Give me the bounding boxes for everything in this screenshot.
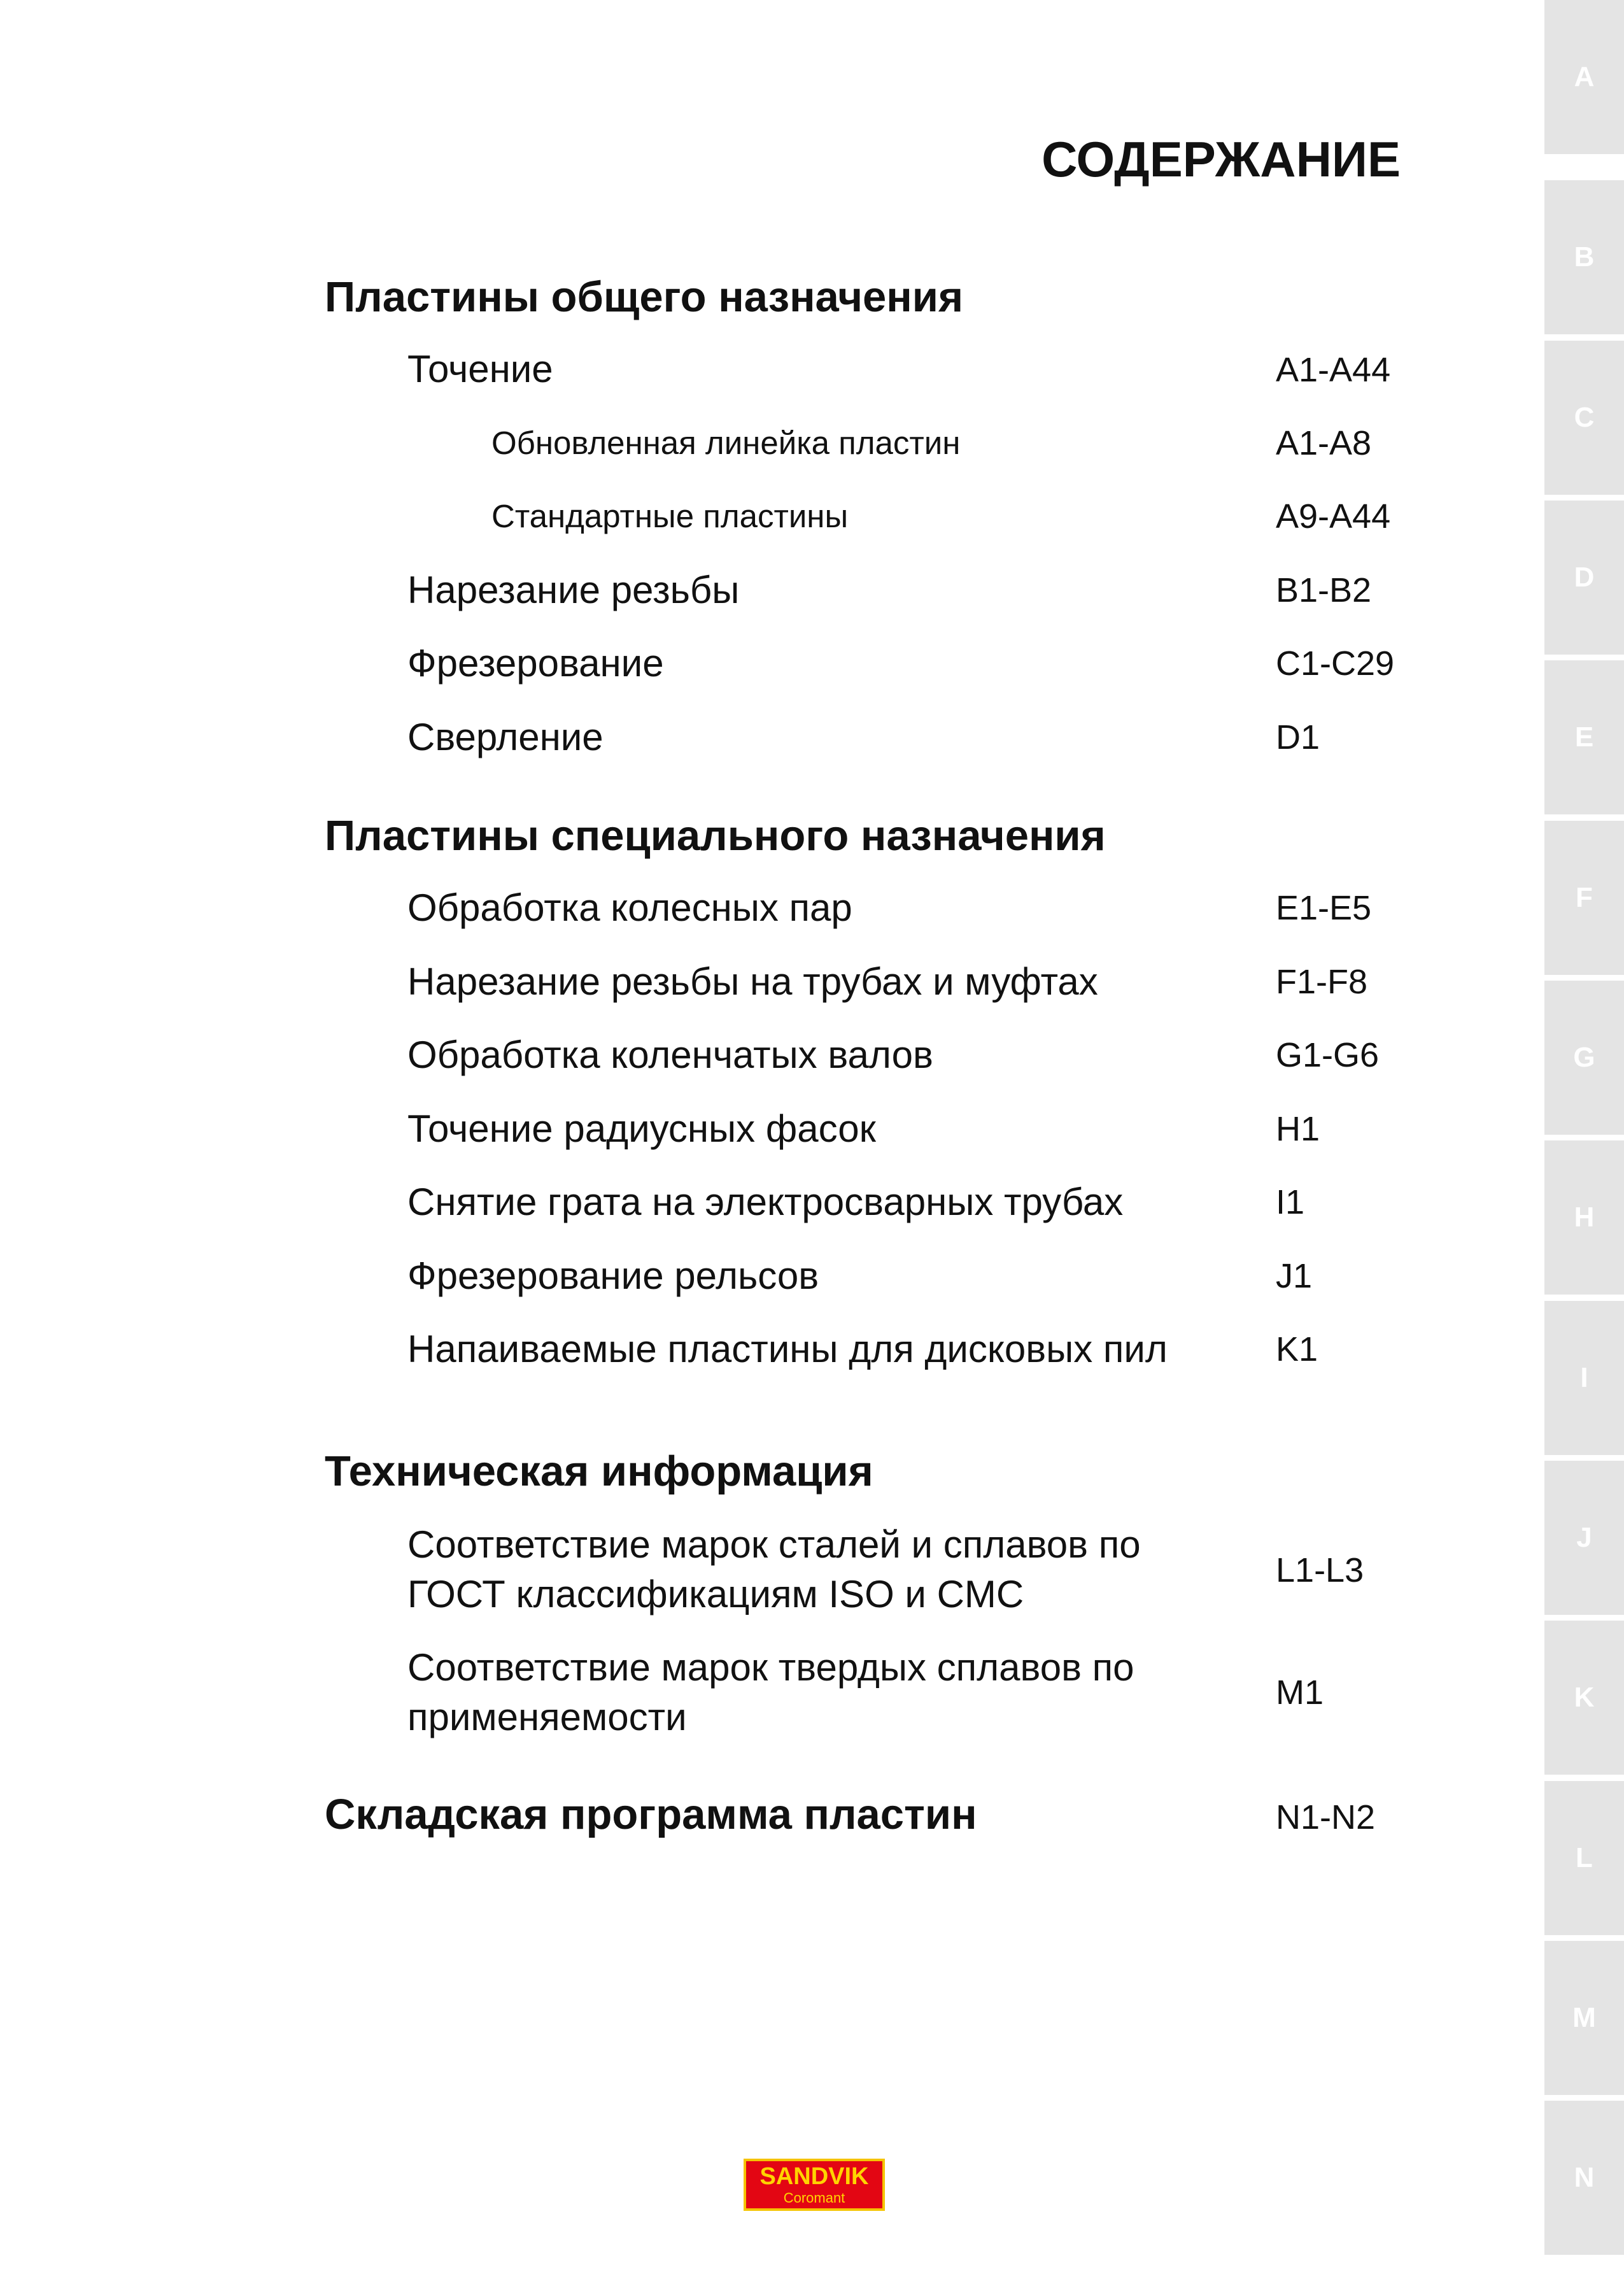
toc-entry-carbide-grades[interactable] xyxy=(407,1643,1134,1742)
chapter-tab-l[interactable]: L xyxy=(1544,1781,1624,1935)
toc-entry-saw-tips[interactable]: Напаиваемые пластины для дисковых пил xyxy=(407,1328,1168,1370)
toc-entry-updated-line[interactable]: Обновленная линейка пластин xyxy=(491,425,961,461)
toc-page-crankshafts[interactable]: G1-G6 xyxy=(1276,1036,1380,1074)
toc-page-saw-tips[interactable]: K1 xyxy=(1276,1330,1318,1368)
toc-page-turning[interactable]: A1-A44 xyxy=(1276,351,1391,389)
chapter-tab-c[interactable]: C xyxy=(1544,341,1624,495)
toc-entry-standard-inserts[interactable]: Стандартные пластины xyxy=(491,498,849,534)
toc-entry-radius-chamfers[interactable]: Точение радиусных фасок xyxy=(407,1107,876,1150)
chapter-tab-m[interactable]: M xyxy=(1544,1941,1624,2095)
chapter-tab-d[interactable]: D xyxy=(1544,501,1624,655)
section-heading-general[interactable]: Пластины общего назначения xyxy=(325,273,964,321)
toc-entry-steel-grades[interactable] xyxy=(407,1520,1141,1619)
chapter-tab-g[interactable]: G xyxy=(1544,981,1624,1135)
toc-page-threading[interactable]: B1-B2 xyxy=(1276,571,1372,609)
toc-entry-wheelsets[interactable]: Обработка колесных пар xyxy=(407,886,852,929)
toc-page-carbide-grades[interactable]: M1 xyxy=(1276,1673,1324,1712)
chapter-tabs xyxy=(1544,0,1624,2279)
toc-entry-threading[interactable]: Нарезание резьбы xyxy=(407,569,740,611)
toc-entry-crankshafts[interactable]: Обработка коленчатых валов xyxy=(407,1033,933,1076)
toc-entry-deburring[interactable]: Снятие грата на электросварных трубах xyxy=(407,1181,1124,1223)
toc-entry-drilling[interactable]: Сверление xyxy=(407,716,604,758)
chapter-tab-i[interactable]: I xyxy=(1544,1301,1624,1455)
toc-page-rail-milling[interactable]: J1 xyxy=(1276,1257,1313,1295)
chapter-tab-h[interactable]: H xyxy=(1544,1140,1624,1295)
toc-page-pipe-threading[interactable]: F1-F8 xyxy=(1276,963,1368,1001)
sandvik-coromant-logo xyxy=(744,2159,885,2211)
chapter-tab-a[interactable]: A xyxy=(1544,0,1624,154)
chapter-tab-n[interactable]: N xyxy=(1544,2101,1624,2255)
toc-page-radius-chamfers[interactable]: H1 xyxy=(1276,1110,1320,1148)
toc-entry-milling[interactable]: Фрезерование xyxy=(407,642,664,685)
logo-brand-text: SANDVIK xyxy=(759,2163,869,2190)
toc-page-steel-grades[interactable]: L1-L3 xyxy=(1276,1551,1364,1589)
toc-entry-steel-grades-line2: ГОСТ классификациям ISO и CMC xyxy=(407,1573,1024,1615)
chapter-tab-b[interactable]: B xyxy=(1544,180,1624,334)
toc-page-wheelsets[interactable]: E1-E5 xyxy=(1276,889,1372,927)
toc-page-milling[interactable]: C1-C29 xyxy=(1276,644,1395,683)
toc-page-updated-line[interactable]: A1-A8 xyxy=(1276,424,1372,462)
chapter-tab-j[interactable]: J xyxy=(1544,1461,1624,1615)
section-heading-technical[interactable]: Техническая информация xyxy=(325,1447,873,1495)
chapter-tab-e[interactable]: E xyxy=(1544,660,1624,814)
section-heading-special[interactable]: Пластины специального назначения xyxy=(325,812,1106,860)
toc-entry-carbide-grades-line2: применяемости xyxy=(407,1696,687,1738)
toc-page-standard-inserts[interactable]: A9-A44 xyxy=(1276,497,1391,536)
toc-entry-carbide-grades-line1: Соответствие марок твердых сплавов по xyxy=(407,1646,1134,1689)
page-title: СОДЕРЖАНИЕ xyxy=(1041,131,1401,187)
logo-sub-text: Coromant xyxy=(783,2190,845,2206)
chapter-tab-f[interactable]: F xyxy=(1544,821,1624,975)
toc-page-stock-program[interactable]: N1-N2 xyxy=(1276,1798,1376,1836)
chapter-tab-k[interactable]: K xyxy=(1544,1621,1624,1775)
toc-entry-pipe-threading[interactable]: Нарезание резьбы на трубах и муфтах xyxy=(407,960,1098,1003)
toc-entry-turning[interactable]: Точение xyxy=(407,348,553,390)
toc-entry-rail-milling[interactable]: Фрезерование рельсов xyxy=(407,1254,819,1297)
toc-page-drilling[interactable]: D1 xyxy=(1276,718,1320,756)
section-heading-stock-program[interactable]: Складская программа пластин xyxy=(325,1791,977,1838)
toc-page-deburring[interactable]: I1 xyxy=(1276,1183,1305,1221)
toc-entry-steel-grades-line1: Соответствие марок сталей и сплавов по xyxy=(407,1523,1141,1566)
